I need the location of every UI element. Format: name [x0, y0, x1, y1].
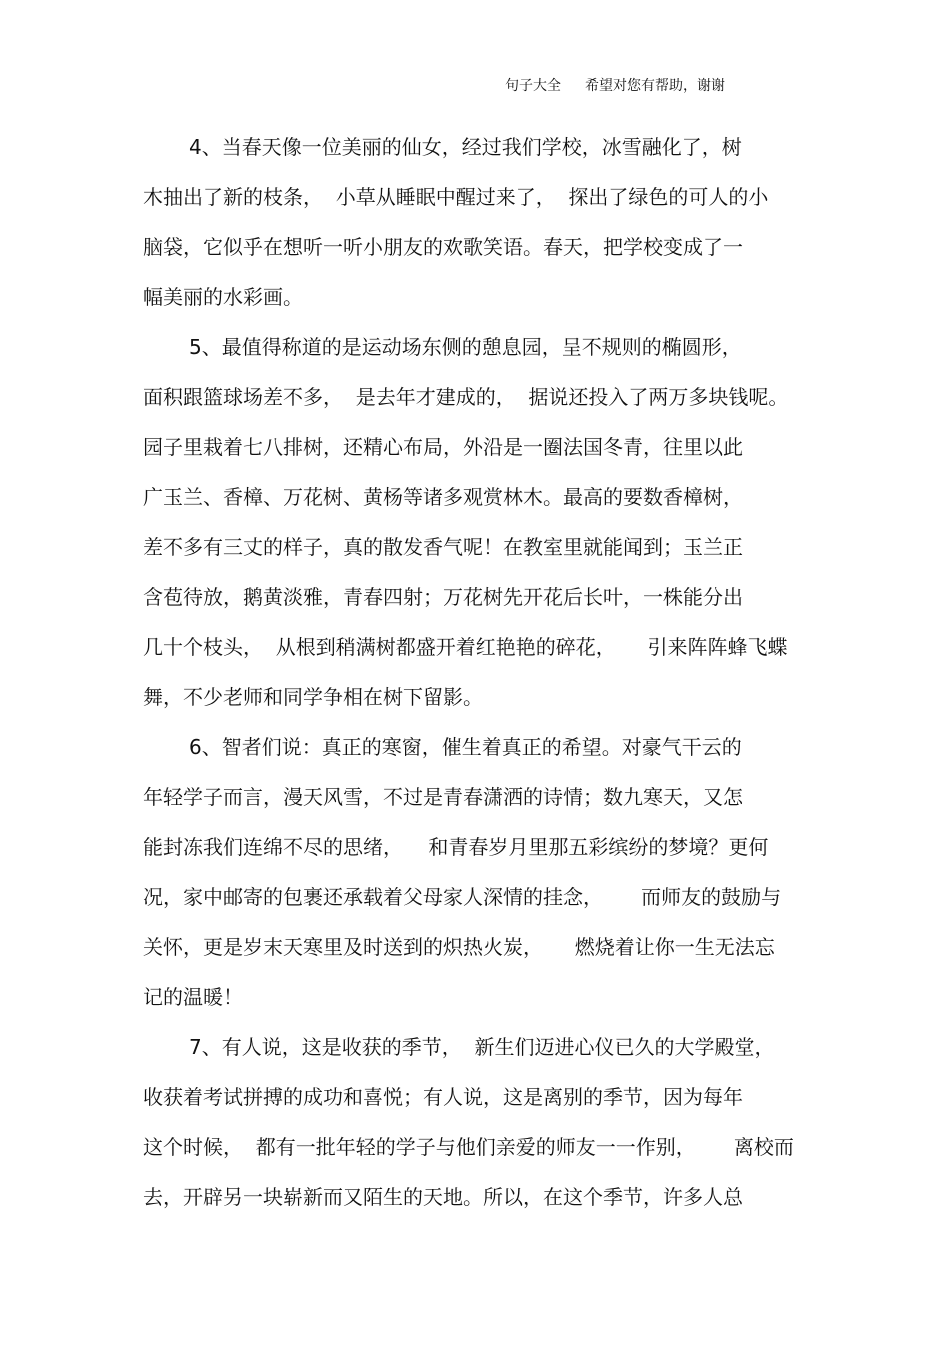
- text-line: 去，开辟另一块崭新而又陌生的天地。所以，在这个季节，许多人总: [143, 1185, 743, 1209]
- text-line: 几十个枝头， 从根到稍满树都盛开着红艳艳的碎花， 引来阵阵蜂飞蝶: [143, 635, 788, 659]
- text-line: 4、当春天像一位美丽的仙女，经过我们学校，冰雪融化了，树: [189, 135, 742, 159]
- text-line: 舞，不少老师和同学争相在树下留影。: [143, 685, 483, 709]
- text-line: 收获着考试拼搏的成功和喜悦；有人说，这是离别的季节，因为每年: [143, 1085, 743, 1109]
- text-line: 脑袋，它似乎在想听一听小朋友的欢歌笑语。春天，把学校变成了一: [143, 235, 743, 259]
- header-site: 句子大全: [505, 78, 561, 94]
- text-line: 含苞待放，鹅黄淡雅，青春四射；万花树先开花后长叶，一株能分出: [143, 585, 743, 609]
- text-line: 园子里栽着七八排树，还精心布局，外沿是一圈法国冬青，往里以此: [143, 435, 743, 459]
- header-tagline: 希望对您有帮助，谢谢: [585, 78, 725, 94]
- text-line: 关怀，更是岁末天寒里及时送到的炽热火炭， 燃烧着让你一生无法忘: [143, 935, 775, 959]
- text-line: 5、最值得称道的是运动场东侧的憩息园，呈不规则的椭圆形，: [189, 335, 742, 359]
- text-line: 年轻学子而言，漫天风雪，不过是青春潇洒的诗情；数九寒天，又怎: [143, 785, 743, 809]
- text-line: 7、有人说，这是收获的季节， 新生们迈进心仪已久的大学殿堂，: [189, 1035, 775, 1059]
- text-line: 差不多有三丈的样子，真的散发香气呢！在教室里就能闻到；玉兰正: [143, 535, 743, 559]
- paragraph-5: [143, 322, 803, 722]
- text-line: 记的温暖！: [143, 985, 243, 1009]
- paragraph-4: [143, 122, 803, 322]
- text-line: 幅美丽的水彩画。: [143, 285, 303, 309]
- text-line: 这个时候， 都有一批年轻的学子与他们亲爱的师友一一作别， 离校而: [143, 1135, 794, 1159]
- paragraph-6: [143, 722, 803, 1022]
- text-line: 况，家中邮寄的包裹还承载着父母家人深情的挂念， 而师友的鼓励与: [143, 885, 782, 909]
- paragraph-7: [143, 1022, 803, 1222]
- body-text: [143, 122, 803, 1222]
- text-line: 木抽出了新的枝条， 小草从睡眠中醒过来了， 探出了绿色的可人的小: [143, 185, 769, 209]
- text-line: 面积跟篮球场差不多， 是去年才建成的， 据说还投入了两万多块钱呢。: [143, 385, 789, 409]
- page-header: [505, 75, 725, 95]
- text-line: 能封冻我们连绵不尽的思绪， 和青春岁月里那五彩缤纷的梦境？更何: [143, 835, 769, 859]
- text-line: 广玉兰、香樟、万花树、黄杨等诸多观赏林木。最高的要数香樟树，: [143, 485, 743, 509]
- text-line: 6、智者们说：真正的寒窗，催生着真正的希望。对豪气干云的: [189, 735, 742, 759]
